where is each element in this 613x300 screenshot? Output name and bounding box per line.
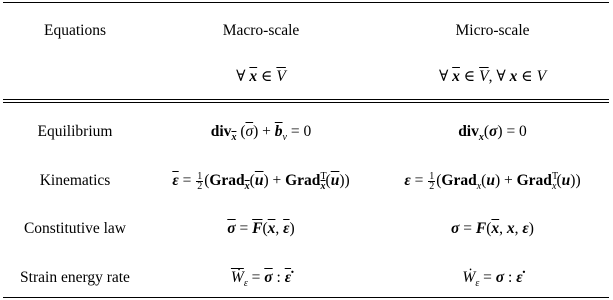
header-macro-scale: Macro-scale (222, 22, 300, 39)
macro-strain-energy-rate: $\overline{Ẇ}_\varepsilon = \overline{\sigma}$ : ε̇ (230, 269, 292, 290)
micro-domain: ∀ $\overline{x}$ ∈ $\overline{V}$, ∀ x ∈ V (438, 68, 547, 85)
row-label-constitutive-law: Constitutive law (23, 220, 127, 237)
micro-equilibrium: div$_x$(σ) = 0 (458, 123, 527, 144)
macro-domain: ∀ $\overline{x}$ ∈ $\overline{V}$ (236, 68, 286, 85)
row-label-equilibrium: Equilibrium (37, 123, 113, 140)
macro-equilibrium: div$_{\overline{x}}$ $(\overline{\sigma}) + \overline{b}_v = 0$ (210, 123, 312, 144)
micro-strain-energy-rate: Ẇ$_\varepsilon$ = σ : ε̇ (462, 269, 523, 290)
macro-constitutive-law: $\overline{\sigma} = \overline{F}(\overline{x}$, $\overline{\varepsilon}$) (227, 220, 295, 237)
micro-kinematics: ε = $\frac{1}{2}$ (Grad$_x$(u) + Grad$^T_x$(u)) (404, 170, 581, 193)
top-rule (3, 2, 609, 3)
bottom-rule (3, 297, 609, 298)
micro-constitutive-law: $\sigma = F(\overline{x}$, x, ε) (451, 220, 534, 237)
row-label-strain-energy-rate: Strain energy rate (20, 269, 130, 286)
header-double-rule-bottom (3, 102, 609, 103)
row-label-kinematics: Kinematics (39, 172, 111, 189)
header-equations: Equations (44, 22, 106, 39)
header-micro-scale: Micro-scale (455, 22, 530, 39)
macro-kinematics: $\overline{\varepsilon}$ = $\frac{1}{2}$ ($Grad_{\overline{x}}(\overline{u})$ + $Grad^T_{\overline{x}}(\overline{u})$) (172, 170, 350, 193)
header-double-rule-top (3, 99, 609, 100)
